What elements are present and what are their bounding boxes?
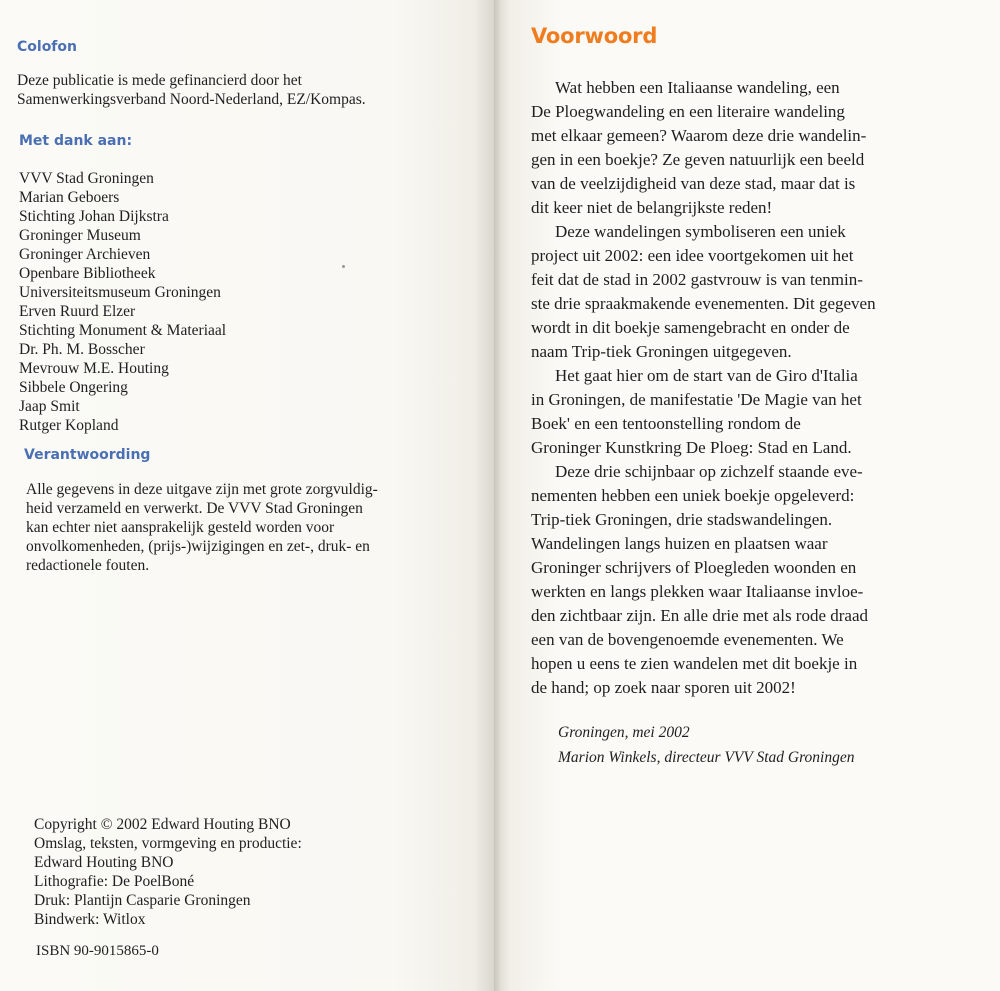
foreword-signature (558, 720, 854, 770)
colofon-line: Deze publicatie is mede gefinancierd door het (17, 72, 302, 89)
foreword-line: naam Trip-tiek Groningen uitgegeven. (531, 342, 792, 361)
foreword-line: Trip-tiek Groningen, drie stadswandelingen. (531, 510, 833, 529)
colofon-line: Samenwerkingsverband Noord-Nederland, EZ/Kompas. (17, 91, 366, 108)
acknowledgement-item: VVV Stad Groningen (19, 170, 154, 187)
disclaimer-line: onvolkomenheden, (prijs-)wijzigingen en zet-, druk- en (26, 538, 370, 555)
foreword-line: De Ploegwandeling en een literaire wandeling (531, 102, 845, 121)
disclaimer-line: heid verzameld en verwerkt. De VVV Stad Groningen (26, 500, 363, 517)
acknowledgement-item: Rutger Kopland (19, 417, 119, 434)
acknowledgements-heading: Met dank aan: (19, 133, 133, 149)
foreword-heading: Voorwoord (531, 24, 658, 48)
acknowledgement-item: Groninger Archieven (19, 246, 151, 263)
foreword-line: Het gaat hier om de start van de Giro d'Italia (555, 366, 858, 385)
acknowledgement-item: Marian Geboers (19, 189, 120, 206)
acknowledgements-list (19, 169, 226, 435)
copyright-block (34, 815, 302, 929)
foreword-line: project uit 2002: een idee voortgekomen uit het (531, 246, 854, 265)
credits-line: Bindwerk: Witlox (34, 911, 146, 928)
acknowledgement-item: Jaap Smit (19, 398, 80, 415)
acknowledgement-item: Stichting Johan Dijkstra (19, 208, 169, 225)
foreword-line: Boek' en een tentoonstelling rondom de (531, 414, 801, 433)
foreword-line: nementen hebben een uniek boekje opgeleverd: (531, 486, 855, 505)
signature-author: Marion Winkels, directeur VVV Stad Groningen (558, 749, 855, 766)
foreword-line: hopen u eens te zien wandelen met dit boekje in (531, 654, 858, 673)
foreword-line: in Groningen, de manifestatie 'De Magie van het (531, 390, 862, 409)
acknowledgement-item: Dr. Ph. M. Bosscher (19, 341, 145, 358)
acknowledgement-item: Universiteitsmuseum Groningen (19, 284, 221, 301)
colofon-text (17, 71, 366, 109)
credits-line: Lithografie: De PoelBoné (34, 873, 195, 890)
disclaimer-line: redactionele fouten. (26, 557, 150, 574)
foreword-line: den zichtbaar zijn. En alle drie met als rode draad (531, 606, 869, 625)
foreword-line: feit dat de stad in 2002 gastvrouw is van tenmin- (531, 270, 863, 289)
colofon-heading: Colofon (17, 39, 77, 55)
paper-speck (342, 265, 345, 268)
acknowledgement-item: Openbare Bibliotheek (19, 265, 156, 282)
foreword-line: Deze wandelingen symboliseren een uniek (555, 222, 846, 241)
credits-line: Edward Houting BNO (34, 854, 174, 871)
acknowledgement-item: Mevrouw M.E. Houting (19, 360, 169, 377)
disclaimer-heading: Verantwoording (24, 447, 151, 463)
foreword-line: dit keer niet de belangrijkste reden! (531, 198, 773, 217)
foreword-line: Groninger Kunstkring De Ploeg: Stad en Land. (531, 438, 852, 457)
foreword-paragraph (531, 220, 971, 364)
foreword-line: wordt in dit boekje samengebracht en onder de (531, 318, 850, 337)
signature-place-date: Groningen, mei 2002 (558, 724, 690, 741)
acknowledgement-item: Erven Ruurd Elzer (19, 303, 136, 320)
foreword-paragraph (531, 460, 971, 700)
foreword-paragraph (531, 364, 971, 460)
foreword-line: met elkaar gemeen? Waarom deze drie wandelin- (531, 126, 867, 145)
acknowledgement-item: Sibbele Ongering (19, 379, 128, 396)
foreword-line: gen in een boekje? Ze geven natuurlijk een beeld (531, 150, 865, 169)
credits-line: Omslag, teksten, vormgeving en productie: (34, 835, 302, 852)
left-page (0, 0, 494, 991)
foreword-line: de hand; op zoek naar sporen uit 2002! (531, 678, 796, 697)
disclaimer-line: Alle gegevens in deze uitgave zijn met grote zorgvuldig- (26, 481, 378, 498)
foreword-line: Deze drie schijnbaar op zichzelf staande eve- (555, 462, 863, 481)
credits-line: Druk: Plantijn Casparie Groningen (34, 892, 251, 909)
copyright-line: Copyright © 2002 Edward Houting BNO (34, 816, 291, 833)
foreword-paragraph (531, 76, 971, 220)
foreword-line: van de veelzijdigheid van deze stad, maar dat is (531, 174, 856, 193)
book-gutter (494, 0, 512, 991)
foreword-line: Wandelingen langs huizen en plaatsen waar (531, 534, 828, 553)
acknowledgement-item: Stichting Monument & Materiaal (19, 322, 227, 339)
acknowledgement-item: Groninger Museum (19, 227, 141, 244)
disclaimer-line: kan echter niet aansprakelijk gesteld worden voor (26, 519, 335, 536)
foreword-line: een van de bovengenoemde evenementen. We (531, 630, 844, 649)
isbn-number: ISBN 90-9015865-0 (36, 943, 159, 959)
foreword-line: Wat hebben een Italiaanse wandeling, een (555, 78, 840, 97)
foreword-line: ste drie spraakmakende evenementen. Dit gegeven (531, 294, 876, 313)
disclaimer-text (26, 480, 378, 575)
foreword-line: Groninger schrijvers of Ploegleden woonden en (531, 558, 857, 577)
foreword-body (531, 76, 971, 700)
foreword-line: werkten en langs plekken waar Italiaanse invloe- (531, 582, 864, 601)
